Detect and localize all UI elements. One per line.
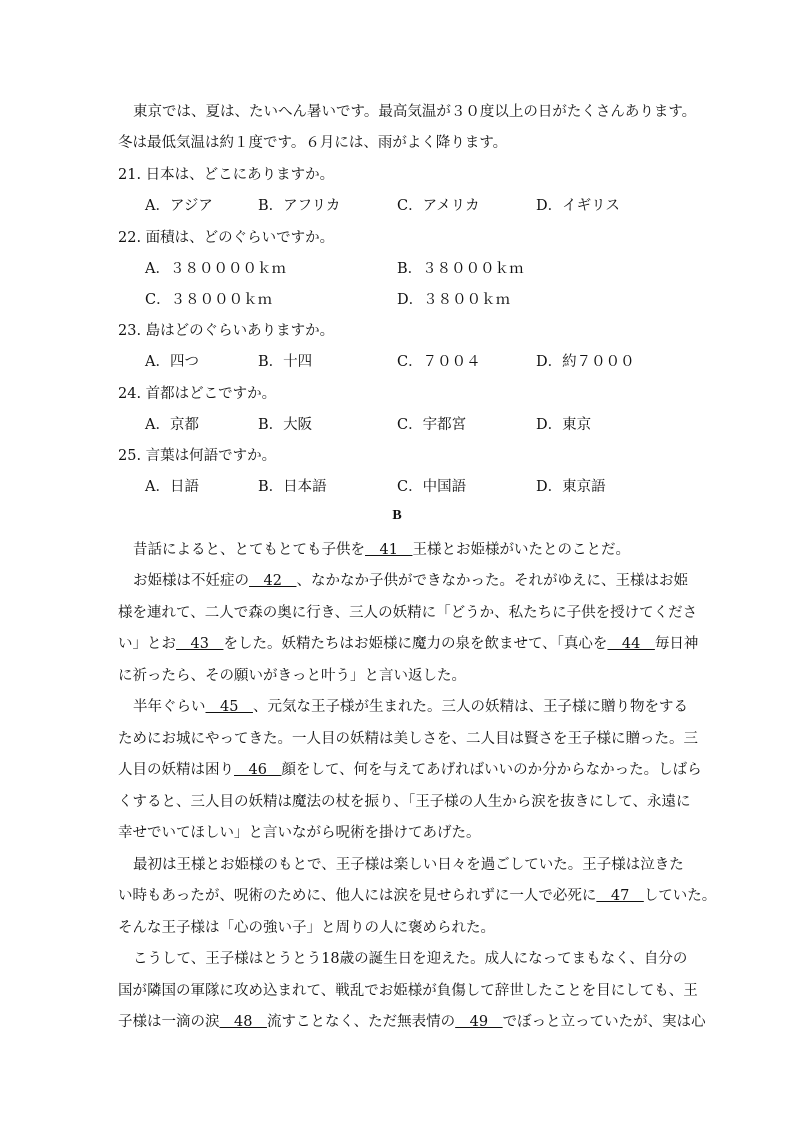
passage-text: お姫様は不妊症の	[133, 573, 249, 589]
passage-b-line	[118, 634, 698, 654]
q21-option-a: A．アジア	[145, 198, 213, 214]
q22-option-a: A．３８００００ｋｍ	[145, 261, 286, 277]
answer-blank: 49	[455, 1014, 503, 1030]
answer-blank: 48	[219, 1014, 267, 1030]
q24-option-b: B．大阪	[258, 417, 313, 433]
q23-option-a: A．四つ	[145, 354, 199, 370]
passage-b-line	[118, 729, 698, 749]
q23-option-b: B．十四	[258, 354, 313, 370]
answer-blank: 46	[234, 762, 282, 778]
q25-option-c: C．中国語	[397, 479, 467, 495]
passage-text: していた。	[643, 888, 717, 904]
q22-option-b: B．３８０００ｋｍ	[397, 261, 524, 277]
passage-text: 人目の妖精は困り	[118, 762, 234, 778]
passage-b-line	[118, 981, 698, 1001]
q25-option-b: B．日本語	[258, 479, 327, 495]
q22-option-d: D．３８００ｋｍ	[397, 292, 511, 308]
passage-b-line	[133, 949, 713, 969]
passage-text: い」とお	[118, 636, 176, 652]
answer-blank: 44	[607, 636, 655, 652]
q21-option-b: B．アフリカ	[258, 198, 341, 214]
passage-b-line	[118, 823, 698, 843]
passage-text: 、なかなか子供ができなかった。それがゆえに、王様はお姫	[296, 573, 688, 589]
section-b-label: B	[392, 508, 402, 523]
passage-b-line	[118, 760, 702, 780]
question-22: 22. 面積は、どのぐらいですか。	[118, 230, 335, 246]
passage-b-line	[118, 918, 698, 938]
q25-option-a: A．日語	[145, 479, 199, 495]
answer-blank: 45	[205, 699, 253, 715]
q22-option-c: C．３８０００ｋｍ	[145, 292, 273, 308]
q24-option-c: C．宇都宮	[397, 417, 467, 433]
q24-option-d: D．東京	[536, 417, 592, 433]
passage-b-line	[118, 666, 698, 686]
question-25: 25. 言葉は何語ですか。	[118, 448, 277, 464]
q25-option-d: D．東京語	[536, 479, 606, 495]
passage-text: 王様とお姫様がいたとのことだ。	[412, 542, 630, 558]
passage-text: 様を連れて、二人で森の奥に行き、三人の妖精に「どうか、私たちに子供を授けてくださ	[118, 605, 698, 621]
passage-b-line	[133, 571, 713, 591]
passage-text: そんな王子様は「心の強い子」と周りの人に褒められた。	[118, 920, 495, 936]
passage-b-line	[118, 792, 698, 812]
passage-text: 国が隣国の軍隊に攻め込まれて、戦乱でお姫様が負傷して辞世したことを目にしても、王	[118, 983, 698, 999]
passage-text: でぼっと立っていたが、実は心	[502, 1014, 706, 1030]
q23-option-d: D．約７０００	[536, 354, 635, 370]
passage-b-line	[118, 886, 717, 906]
q23-option-c: C．７００４	[397, 354, 481, 370]
passage-text: こうして、王子様はとうとう18歳の誕生日を迎えた。成人になってまもなく、自分の	[133, 951, 688, 967]
answer-blank: 47	[596, 888, 644, 904]
question-24: 24. 首都はどこですか。	[118, 386, 277, 402]
passage-a-line-2: 冬は最低気温は約１度です。６月には、雨がよく降ります。	[118, 135, 508, 151]
passage-text: 毎日神	[654, 636, 699, 652]
q24-option-a: A．京都	[145, 417, 199, 433]
passage-text: に祈ったら、その願いがきっと叶う」と言い返した。	[118, 668, 466, 684]
passage-b-line	[118, 603, 698, 623]
passage-text: 昔話によると、とてもとても子供を	[133, 542, 365, 558]
question-23: 23. 島はどのぐらいありますか。	[118, 323, 335, 339]
answer-blank: 43	[176, 636, 224, 652]
question-21: 21. 日本は、どこにありますか。	[118, 167, 335, 183]
passage-b-line	[133, 855, 713, 875]
q21-option-c: C．アメリカ	[397, 198, 480, 214]
answer-blank: 42	[249, 573, 297, 589]
passage-b-line	[118, 1012, 706, 1032]
passage-text: 最初は王様とお姫様のもとで、王子様は楽しい日々を過ごしていた。王子様は泣きた	[133, 857, 684, 873]
passage-text: くすると、三人目の妖精は魔法の杖を振り、「王子様の人生から涙を抜きにして、永遠に	[118, 794, 691, 810]
passage-b-line	[133, 540, 713, 560]
passage-text: ためにお城にやってきた。一人目の妖精は美しさを、二人目は賢さを王子様に贈った。三	[118, 731, 698, 747]
passage-text: 顔をして、何を与えてあげればいいのか分からなかった。しばら	[281, 762, 702, 778]
passage-b-line	[133, 697, 713, 717]
answer-blank: 41	[365, 542, 413, 558]
passage-text: い時もあったが、呪術のために、他人には涙を見せられずに一人で必死に	[118, 888, 597, 904]
passage-text: 、元気な王子様が生まれた。三人の妖精は、王子様に贈り物をする	[252, 699, 688, 715]
passage-text: をした。妖精たちはお姫様に魔力の泉を飲ませて、「真心を	[223, 636, 608, 652]
passage-a-line-1: 東京では、夏は、たいへん暑いです。最高気温が３０度以上の日がたくさんあります。	[133, 104, 697, 120]
passage-text: 半年ぐらい	[133, 699, 206, 715]
passage-text: 幸せでいてほしい」と言いながら呪術を掛けてあげた。	[118, 825, 481, 841]
q21-option-d: D．イギリス	[536, 198, 620, 214]
passage-text: 子様は一滴の涙	[118, 1014, 220, 1030]
passage-text: 流すことなく、ただ無表情の	[266, 1014, 456, 1030]
